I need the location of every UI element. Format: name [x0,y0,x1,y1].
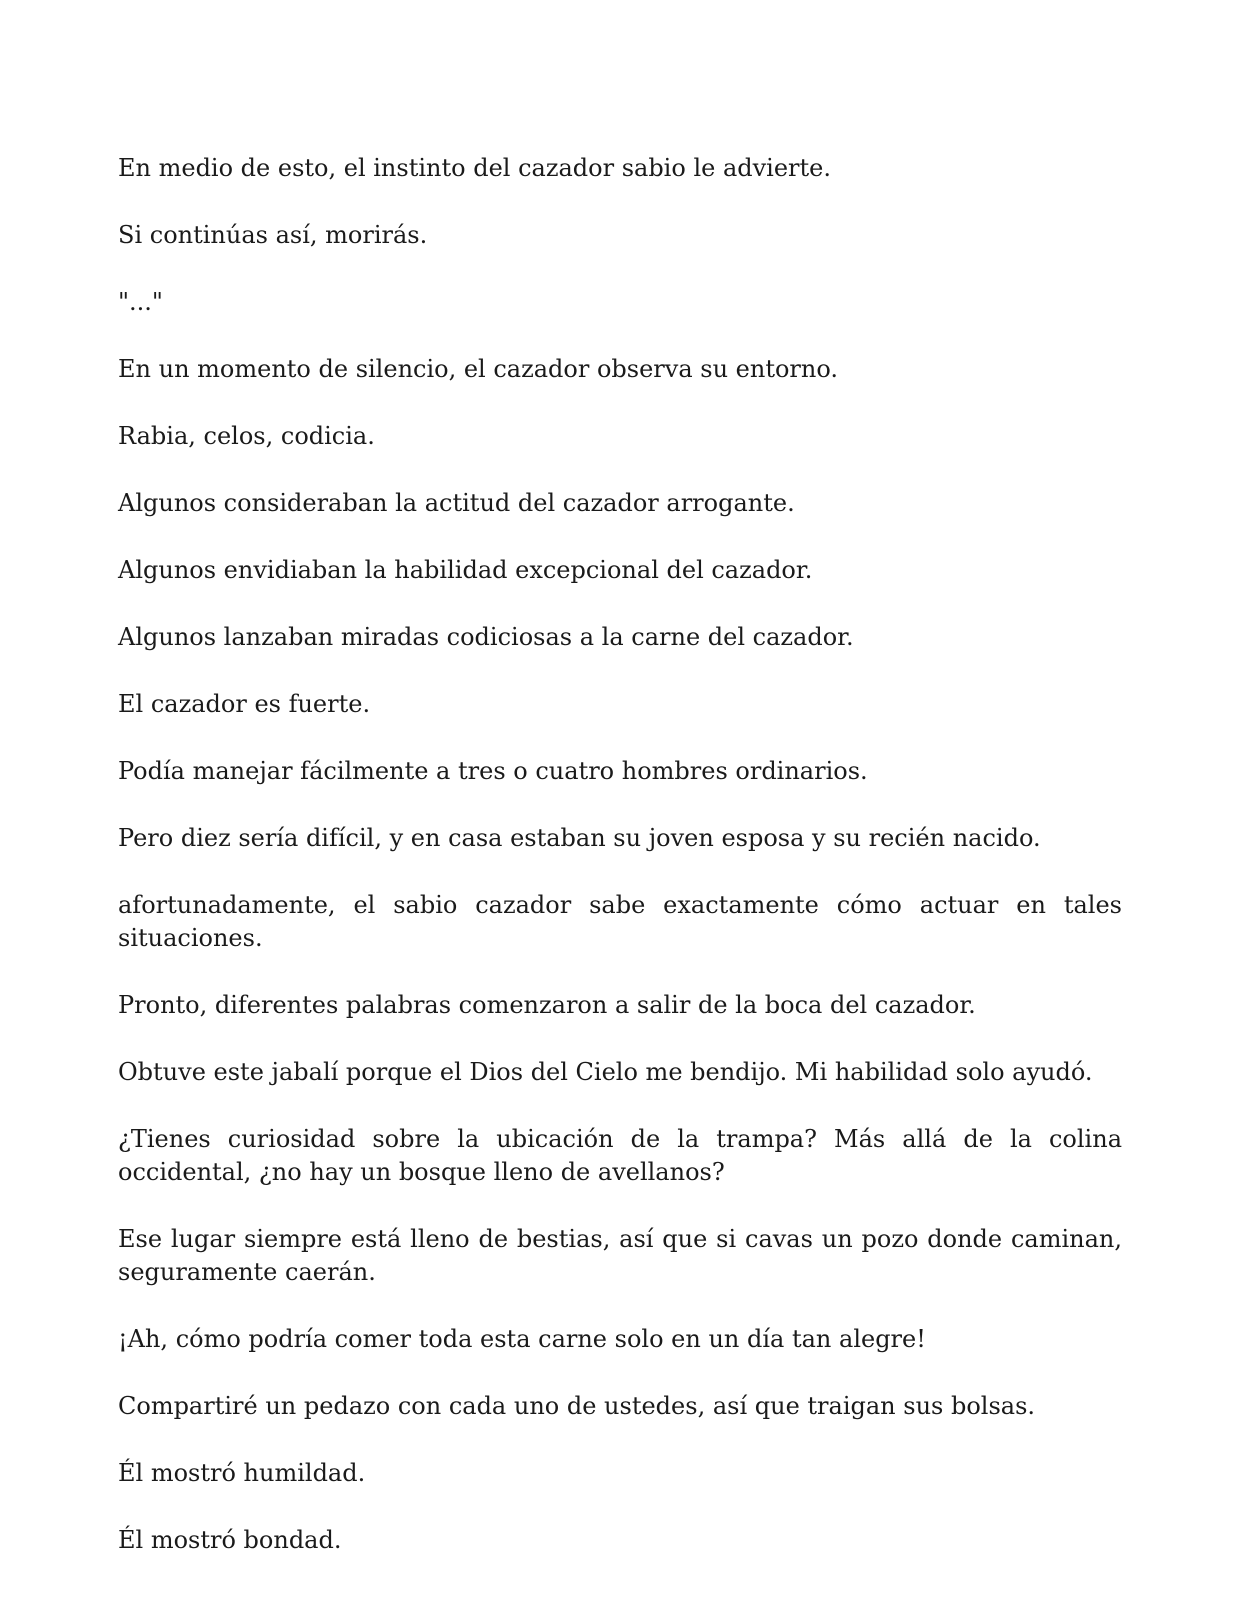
paragraph: ¡Ah, cómo podría comer toda esta carne solo en un día tan alegre! [118,1325,926,1353]
paragraph: En medio de esto, el instinto del cazador sabio le advierte. [118,154,832,182]
paragraph: Compartiré un pedazo con cada uno de ustedes, así que traigan sus bolsas. [118,1392,1036,1420]
paragraph: ¿Tienes curiosidad sobre la ubicación de la trampa? Más allá de la colina occidental, ¿no hay un bosque lleno de avellanos? [118,1125,1122,1186]
paragraph: "..." [118,288,163,316]
paragraph: Obtuve este jabalí porque el Dios del Cielo me bendijo. Mi habilidad solo ayudó. [118,1058,1093,1086]
paragraph: Rabia, celos, codicia. [118,422,375,450]
paragraph: Ese lugar siempre está lleno de bestias, así que si cavas un pozo donde caminan, seguramente caerán. [118,1225,1122,1286]
paragraph: El cazador es fuerte. [118,690,371,718]
paragraph: Algunos envidiaban la habilidad excepcional del cazador. [118,556,813,584]
paragraph: Algunos consideraban la actitud del cazador arrogante. [118,489,795,517]
paragraph: En un momento de silencio, el cazador observa su entorno. [118,355,839,383]
paragraph: Algunos lanzaban miradas codiciosas a la carne del cazador. [118,623,854,651]
paragraph: Si continúas así, morirás. [118,221,428,249]
paragraph: afortunadamente, el sabio cazador sabe exactamente cómo actuar en tales situaciones. [118,891,1122,952]
paragraph: Podía manejar fácilmente a tres o cuatro hombres ordinarios. [118,757,868,785]
paragraph: Él mostró humildad. [118,1459,366,1487]
paragraph: Pero diez sería difícil, y en casa estaban su joven esposa y su recién nacido. [118,824,1041,852]
paragraph: Pronto, diferentes palabras comenzaron a salir de la boca del cazador. [118,991,976,1019]
document-body [118,152,1122,1591]
paragraph: Él mostró bondad. [118,1526,342,1554]
